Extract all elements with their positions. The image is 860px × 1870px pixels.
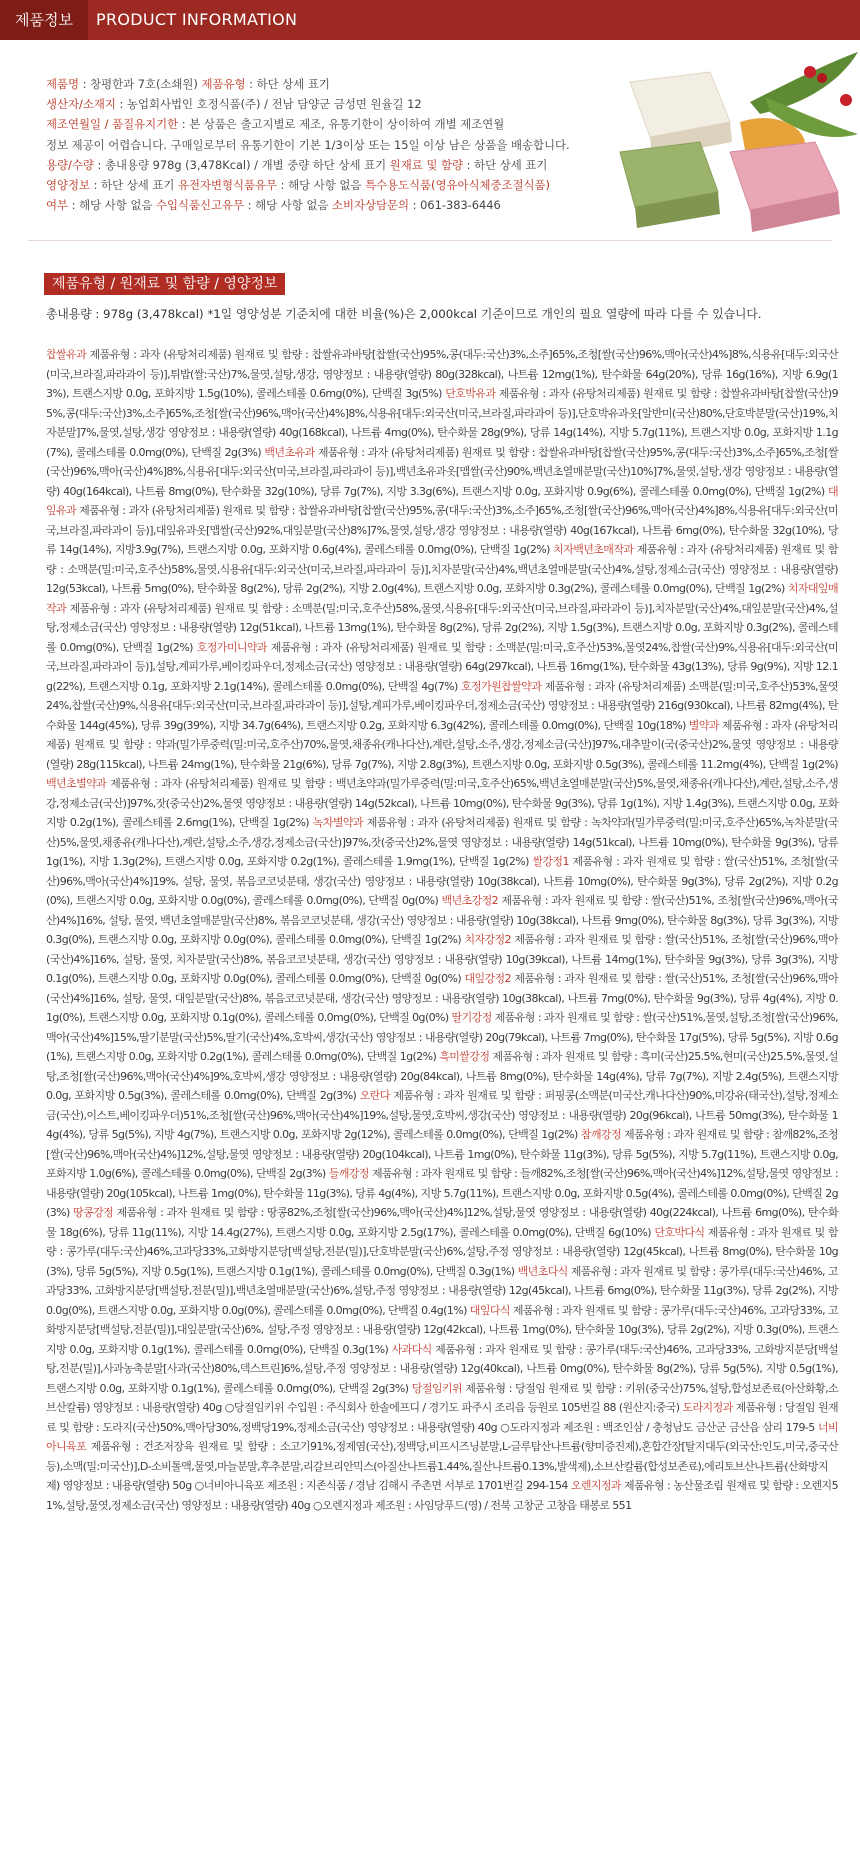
- product-name: 들깨강정: [328, 1167, 369, 1180]
- value-product-name: : 창평한과 7호(소쇄원): [79, 77, 202, 91]
- product-name: 녹차별약과: [312, 816, 363, 829]
- product-detail: 제품유형 : 과자 (유탕처리제품) 원재료 및 함량 : 백년초약과(밀가루중력(밀:미국,호주산)65%,백년초열매분말(국산)5%,물엿,채종유(캐나다산),계란,설탕,소주,생강,정제소금(국산)]97%,잣(중국산)2%,물엿 영양정보 : 내용량(열량) 14g(52kcal), 나트륨 10mg(0%), 탄수화물 9g(3%), 당류 1g(1%), 지방 1.4g(3%), 트랜스지방 0.0g, 포화지방 0.2g(1%), 콜레스테롤 2.6mg(1%), 단백질 1g(2%): [46, 777, 838, 829]
- product-name: 치자백년초매작과: [553, 543, 634, 556]
- product-name: 땅콩강정: [73, 1206, 114, 1219]
- label-manufacture-date: 제조연월일 / 품질유지기한: [46, 117, 179, 132]
- product-info-tab-label: 제품정보: [0, 0, 88, 40]
- product-name: 백년초다식: [517, 1264, 568, 1278]
- section-title: 제품유형 / 원재료 및 함량 / 영양정보: [44, 273, 285, 295]
- product-name: 너비아니육포: [46, 1420, 838, 1453]
- product-detail: 제품유형 : 과자 (유탕처리제품) 원재료 및 함량 : 찹쌀유과바탕[찹쌀(국산)95%,콩(대두:국산)3%,소주]65%,조청[쌀(국산)96%,맥아(국산)4%]8%,식용유[대두:외국산(미국,브라질,파라과이 등)],대잎유과옷[맵쌀(국산)92%,대잎분말(국산)8%]7%,물엿,설탕,생강 영양정보 : 내용량(열량) 40g(167kcal), 나트륨 6mg(0%), 탄수화물 32g(10%), 당류 14g(14%), 지방3.9g(7%), 트랜스지방 0.0g, 포화지방 0.6g(4%), 콜레스테롤 0.0mg(0%), 단백질 1g(2%): [46, 504, 838, 556]
- product-detail: 제품유형 : 과자 (유탕처리제품) 원재료 및 함량 : 소맥분(밀:미국,호주산)53%,물엿24%,찹쌀(국산)9%,식용유[대두:외국산(미국,브라질,파라과이 등)],설탕,계피가루,베이킹파우더,정제소금(국산) 영양정보 : 내용량(열량) 64g(297kcal), 나트륨 16mg(1%), 탄수화물 43g(13%), 당류 9g(9%), 지방 12.1g(22%), 트랜스지방 0.1g, 포화지방 2.1g(14%), 콜레스테롤 0.0mg(0%), 단백질 4g(7%): [46, 640, 838, 693]
- product-info-block: [46, 74, 606, 215]
- product-detail: 제품유형 : 건조저장육 원재료 및 함량 : 소고기91%,정제염(국산),정백당,비프시즈닝분말,L-글루탐산나트륨(향미증진제),혼합간장[탈지대두(외국산:인도,미국,중국산 등),소맥(밀:미국산)],D-소비톨액,물엿,마늘분말,후추분말,리갈브리안믹스(아질산나트륨1.44%,질산나트륨0.13%,발색제),소브산칼륨(합성보존료),에리토브산나트륨(산화방지제) 영양정보 : 내용량(열량) 50g ○너비아니육포 제조원 : 지존식품 / 경남 김해시 주촌면 서부로 1701번길 294-154: [46, 1440, 838, 1492]
- product-name: 찹쌀유과: [46, 348, 87, 361]
- product-detail: 제품유형 : 과자 (유탕처리제품) 원재료 및 함량 : 약과(밀가루중력(밀:미국,호주산)70%,물엿,채종유(캐나다산),계란,설탕,소주,생강,정제소금(국산)]97%,대추말이(국(중국산)2%,물엿 영양정보 : 내용량(열량) 28g(115kcal), 나트륨 24mg(1%), 탄수화물 21g(6%), 당류 7g(7%), 지방 2.8g(3%), 트랜스지방 0.0g, 포화지방 0.5g(3%), 콜레스테롤 11.2mg(4%), 단백질 1g(2%): [46, 718, 838, 771]
- product-name: 백년초강정2: [441, 894, 499, 907]
- product-name: 딸기강정: [451, 1011, 492, 1024]
- value-consumer-contact: : 061-383-6446: [409, 198, 501, 213]
- value-capacity: : 총내용량 978g (3,478Kcal) / 개별 중량 하단 상세 표기: [93, 157, 390, 172]
- product-detail: 제품유형 : 과자 (유탕처리제품) 원재료 및 함량 : 녹차약과(밀가루중력(밀:미국,호주산)65%,녹차분말(국산)5%,물엿,채종유(캐나다산),계란,설탕,소주,생강,정제소금(국산)]97%,잣(중국산)2%,물엿 영양정보 : 내용량(열량) 14g(51kcal), 나트륨 10mg(0%), 탄수화물 9g(3%), 당류 1g(1%), 지방 1.3g(2%), 트랜스지방 0.0g, 포화지방 0.2g(1%), 콜레스테롤 1.9mg(1%), 단백질 1g(2%): [46, 816, 839, 868]
- product-name: 대잎강정2: [464, 972, 511, 985]
- product-name: 치자대잎매작과: [46, 582, 838, 615]
- value-gmo: : 해당 사항 없음: [277, 178, 365, 193]
- product-detail: 제품유형 : 과자 원재료 및 함량 : 퍼핑콩(소맥분(미국산,캐나다산)90%,미강유(태국산),설탕,정제소금(국산),이스트,베이킹파우더)51%,조청[쌀(국산)96%,맥아(국산)4%]19%,설탕,물엿,호박씨,생강(국산) 영양정보 : 내용량(열량) 20g(96kcal), 나트륨 50mg(3%), 탄수화물 14g(4%), 당류 5g(5%), 지방 4g(7%), 트랜스지방 0.0g, 포화지방 2g(12%), 콜레스테롤 0.0mg(0%), 단백질 1g(2%): [46, 1089, 838, 1141]
- info-row-manufacture-date-cont: [46, 135, 606, 155]
- product-name: 사과다식: [391, 1342, 432, 1356]
- product-detail: 제품유형 : 농산물조림 원재료 및 함량 : 오렌지51%,설탕,물엿,정제소금(국산) 영양정보 : 내용량(열량) 40g ○오렌지정과 제조원 : 사임당푸드(영) / 전북 고창군 고창읍 태봉로 551: [46, 1479, 838, 1512]
- product-detail: 제품유형 : 당절임 원재료 및 함량 : 도라지(국산)50%,맥아당30%,정백당19%,정제소금(국산) 영양정보 : 내용량(열량) 40g ○도라지정과 제조원 : 백조인삼 / 충청남도 금산군 금산읍 삼리 179-5: [46, 1401, 838, 1434]
- header-title: PRODUCT INFORMATION: [96, 10, 298, 29]
- berry-shape: [817, 73, 827, 83]
- total-capacity-note: 총내용량 : 978g (3,478kcal) *1일 영양성분 기준치에 대한 비율(%)은 2,000kcal 기준이므로 개인의 필요 열량에 따라 다를 수 있습니다.: [46, 307, 762, 321]
- hangwa-photo: [600, 42, 860, 242]
- product-name: 대잎다식: [469, 1303, 510, 1317]
- product-detail: 제품유형 : 과자 (유탕처리제품) 원재료 및 함량 : 찹쌀유과바탕[찹쌀(국산)95%,콩(대두:국산)3%,소주]65%,조청[쌀(국산)96%,맥아(국산)4%]8%,식용유[대두:외국산(미국,브라질,파라과이 등)],백년초유과옷[맵쌀(국산)90%,백년초열매분말(국산)10%]7%,물엿,설탕,생강 영양정보 : 내용량(열량) 40g(164kcal), 나트륨 8mg(0%), 탄수화물 32g(10%), 당류 7g(7%), 지방 3.3g(6%), 트랜스지방 0.0g, 포화지방 0.9g(6%), 콜레스테롤 0.0mg(0%), 단백질 1g(2%): [46, 445, 839, 498]
- product-detail: 제품유형 : 과자 (유탕처리제품) 원재료 및 함량 : 소맥분(밀:미국,호주산)58%,물엿,식용유[대두:외국산(미국,브라질,파라과이 등)],치자분말(국산)4%,대잎분말(국산)4%,설탕,정제소금(국산) 영양정보 : 내용량(열량) 12g(51kcal), 나트륨 13mg(1%), 탄수화물 8g(2%), 당류 2g(2%), 지방 1.5g(3%), 트랜스지방 0.0g, 포화지방 0.3g(2%), 콜레스테롤 0.0mg(0%), 단백질 1g(2%): [46, 601, 838, 654]
- product-detail: 제품유형 : 과자 원재료 및 함량 : 쌀(국산)51%,물엿,설탕,조청[쌀(국산)96%,맥아(국산)4%]15%,딸기분말(국산)5%,딸기(국산)4%,호박씨,생강(국산) 영양정보 : 내용량(열량) 20g(79kcal), 나트륨 7mg(0%), 탄수화물 17g(5%), 당류 5g(5%), 지방 0.6g(1%), 트랜스지방 0.0g, 포화지방 0.2g(1%), 콜레스테롤 0.0mg(0%), 단백질 1g(2%): [46, 1011, 838, 1063]
- product-detail: 제품유형 : 과자 (유탕처리제품) 원재료 및 함량 : 찹쌀유과바탕[찹쌀(국산)95%,콩(대두:국산)3%,소주]65%,조청[쌀(국산)96%,맥아(국산)4%]8%,식용유[대두:외국산(미국,브라질,파라과이 등)],튀밥(쌀:국산)7%,물엿,설탕,생강, 영양정보 : 내용량(열량) 80g(328kcal), 나트륨 12mg(1%), 탄수화물 64g(20%), 당류 16g(16%), 지방 6.9g(13%), 트랜스지방 0.0g, 포화지방 1.5g(10%), 콜레스테롤 0.6mg(0%), 단백질 3g(5%): [46, 348, 838, 400]
- value-import: : 해당 사항 없음: [244, 198, 332, 213]
- label-producer: 생산자/소재지: [46, 97, 116, 112]
- product-name: 단호박유과: [445, 387, 496, 400]
- value-producer: : 농업회사법인 호정식품(주) / 전남 담양군 금성면 원율길 12: [115, 97, 422, 112]
- info-row-nutrition: [46, 175, 606, 195]
- product-name: 도라지정과: [682, 1401, 733, 1414]
- header-bar: [0, 0, 860, 40]
- product-name: 당절임키위: [411, 1381, 462, 1395]
- label-capacity: 용량/수량: [46, 157, 94, 172]
- product-detail: 제품유형 : 과자 원재료 및 함량 : 콩가루(대두:국산)46%, 고과당33%, 고화방지분당[백설탕,전분(밀)],백년초열매분말(국산)6%,설탕,주정 영양정보 : 내용량(열량) 12g(45kcal), 나트륨 6mg(0%), 탄수화물 11g(3%), 당류 2g(2%), 지방 0.0g(0%), 트랜스지방 0.0g, 포화지방 0.0g(0%), 콜레스테롤 0.0mg(0%), 단백질 0.4g(1%): [46, 1264, 838, 1317]
- product-detail: 제품유형 : 과자 원재료 및 함량 : 쌀(국산)51%, 조청[쌀(국산)96%,맥아(국산)4%]16%, 설탕, 물엿, 백년초열매분말(국산)8%, 볶음코코넛분태, 생강(국산) 영양정보 : 내용량(열량) 10g(38kcal), 나트륨 9mg(0%), 탄수화물 8g(3%), 당류 3g(3%), 지방 0.3g(0%), 트랜스지방 0.0g, 포화지방 0.0g(0%), 콜레스테롤 0.0mg(0%), 단백질 1g(2%): [46, 894, 838, 946]
- product-detail: 제품유형 : 과자 원재료 및 함량 : 들깨82%,조청[쌀(국산)96%,맥아(국산)4%]12%,설탕,물엿 영양정보 : 내용량(열량) 20g(105kcal), 나트륨 1mg(0%), 탄수화물 11g(3%), 당류 4g(4%), 지방 5.7g(11%), 트랜스지방 0.0g, 포화지방 0.5g(4%), 콜레스테롤 0.0mg(0%), 단백질 2g(3%): [46, 1167, 838, 1219]
- product-detail: 제품유형 : 과자 원재료 및 함량 : 콩가루(대두:국산)46%,고과당33%,고화방지분당[백설탕,전분(밀)],단호박분말(국산)6%,설탕,주정 영양정보 : 내용량(열량) 12g(45kcal), 나트륨 8mg(0%), 탄수화물 10g(3%), 당류 5g(5%), 지방 0.5g(1%), 트랜스지방 0.1g(1%), 콜레스테롤 0.0mg(0%), 단백질 0.3g(1%): [46, 1225, 838, 1278]
- value-product-type: : 하단 상세 표기: [245, 77, 330, 91]
- label-nutrition: 영양정보: [46, 178, 91, 193]
- product-detail-list: [46, 345, 838, 1515]
- info-row-special-food-cont: [46, 195, 606, 215]
- product-name: 단호박다식: [654, 1225, 705, 1239]
- product-name: 쌀강정1: [532, 855, 569, 868]
- info-row-product-name: [46, 74, 606, 94]
- product-name: 백년초별약과: [46, 777, 107, 790]
- product-detail: 제품유형 : 과자 (유탕처리제품) 원재료 및 함량 : 찹쌀유과바탕[찹쌀(국산)95%,콩(대두:국산)3%,소주]65%,조청[쌀(국산)96%,맥아(국산)4%]8%,식용유[대두:외국산(미국,브라질,파라과이 등)],단호박유과옷[알반미(국산)80%,단호박분말(국산)19%,치자분말]7%,물엿,설탕,생강 영양정보 : 내용량(열량) 40g(168kcal), 나트륨 4mg(0%), 탄수화물 28g(9%), 당류 14g(14%), 지방 5.7g(11%), 트랜스지방 0.0g, 포화지방 1.1g(7%), 콜레스테롤 0.0mg(0%), 단백질 2g(3%): [46, 387, 838, 459]
- product-detail: 제품유형 : 과자 원재료 및 함량 : 땅콩82%,조청[쌀(국산)96%,맥아(국산)4%]12%,설탕,물엿 영양정보 : 내용량(열량) 40g(224kcal), 나트륨 6mg(0%), 탄수화물 18g(6%), 당류 11g(11%), 지방 14.4g(27%), 트랜스지방 0.0g, 포화지방 2.5g(17%), 콜레스테롤 0.0mg(0%), 단백질 6g(10%): [46, 1206, 839, 1239]
- product-name: 호정가원찹쌀약과: [461, 679, 542, 693]
- label-product-name: 제품명: [46, 77, 80, 91]
- product-detail: 제품유형 : 과자 원재료 및 함량 : 쌀(국산)51%, 조청[쌀(국산)96%,맥아(국산)4%]16%, 설탕, 물엿, 대잎분말(국산)8%, 볶음코코넛분태, 생강(국산) 영양정보 : 내용량(열량) 10g(38kcal), 나트륨 7mg(0%), 탄수화물 9g(3%), 당류 4g(4%), 지방 0.1g(0%), 트랜스지방 0.0g, 포화지방 0.1g(0%), 콜레스테롤 0.0mg(0%), 단백질 0g(0%): [46, 972, 838, 1024]
- info-row-capacity: [46, 155, 606, 175]
- section-divider: [28, 240, 832, 241]
- product-name: 대잎유과: [46, 484, 838, 517]
- product-name: 치자강정2: [464, 933, 511, 946]
- label-special-food: 특수용도식품(영유아식체중조절식품): [364, 178, 550, 193]
- product-name: 오렌지정과: [570, 1479, 621, 1492]
- product-name: 참깨강정: [580, 1128, 621, 1141]
- label-ingredients: 원재료 및 함량: [389, 157, 464, 172]
- value-ingredients: : 하단 상세 표기: [463, 157, 548, 172]
- product-name: 백년초유과: [264, 445, 315, 459]
- berry-shape: [804, 66, 816, 78]
- value-nutrition: : 하단 상세 표기: [90, 178, 178, 193]
- value-manufacture-date-cont: 정보 제공이 어렵습니다. 구매일로부터 유통기한이 기본 1/3이상 또는 15일 이상 남은 상품을 배송합니다.: [46, 137, 570, 152]
- product-detail: 제품유형 : 과자 원재료 및 함량 : 쌀(국산)51%, 조청[쌀(국산)96%,맥아(국산)4%]19%, 설탕, 물엿, 볶음코코넛분태, 생강(국산) 영양정보 : 내용량(열량) 10g(38kcal), 나트륨 10mg(0%), 탄수화물 9g(3%), 당류 2g(2%), 지방 0.2g(0%), 트랜스지방 0.0g, 포화지방 0.0g(0%), 콜레스테롤 0.0mg(0%), 단백질 0g(0%): [46, 855, 838, 907]
- berry-shape: [840, 94, 852, 106]
- product-detail: 제품유형 : 당절임 원재료 및 함량 : 키위(중국산)75%,설탕,합성보존료(아산화황,소브산칼륨) 영양정보 : 내용량(열량) 40g ○당절임키위 수입원 : 주식회사 한솔에프디 / 경기도 파주시 조리읍 등원로 105번길 88 (원산지:중국): [46, 1381, 838, 1414]
- value-special-food: : 해당 사항 없음: [68, 198, 156, 213]
- product-name: 호정가미니약과: [196, 640, 267, 654]
- label-gmo: 유전자변형식품유무: [177, 178, 278, 193]
- label-product-type: 제품유형: [201, 77, 246, 91]
- info-row-producer: [46, 94, 606, 114]
- value-manufacture-date: : 본 상품은 출고지별로 제조, 유통기한이 상이하여 개별 제조연월: [178, 117, 505, 132]
- product-detail: 제품유형 : 과자 원재료 및 함량 : 콩가루(대두:국산)46%, 고과당33%, 고화방지분당[백설탕,전분(밀)],사과농축분말[사과(국산)80%,덱스트린]6%,설탕,주정 영양정보 : 내용량(열량) 12g(40kcal), 나트륨 0mg(0%), 탄수화물 8g(2%), 당류 5g(5%), 지방 0.5g(1%), 트랜스지방 0.0g, 포화지방 0.1g(1%), 콜레스테롤 0.0mg(0%), 단백질 2g(3%): [46, 1342, 839, 1395]
- leaf-shape: [750, 52, 858, 114]
- product-detail: 제품유형 : 과자 (유탕처리제품) 원재료 및 함량 : 소맥분(밀:미국,호주산)58%,물엿,식용유[대두:외국산(미국,브라질,파라과이 등)],치자분말(국산)4%,백년초열매분말(국산)4%,설탕,정제소금(국산) 영양정보 : 내용량(열량) 12g(53kcal), 나트륨 5mg(0%), 탄수화물 8g(2%), 당류 2g(2%), 지방 2.0g(4%), 트랜스지방 0.0g, 포화지방 0.3g(2%), 콜레스테롤 0.0mg(0%), 단백질 1g(2%): [46, 543, 838, 595]
- product-detail: 제품유형 : 과자 원재료 및 함량 : 참깨82%,조청[쌀(국산)96%,맥아(국산)4%]12%,설탕,물엿 영양정보 : 내용량(열량) 20g(104kcal), 나트륨 1mg(0%), 탄수화물 11g(3%), 당류 5g(5%), 지방 5.7g(11%), 트랜스지방 0.0g, 포화지방 1.0g(6%), 콜레스테롤 0.0mg(0%), 단백질 2g(3%): [46, 1128, 838, 1180]
- product-detail: 제품유형 : 과자 원재료 및 함량 : 흑미(국산)25.5%,현미(국산)25.5%,물엿,설탕,조청[쌀(국산)96%,맥아(국산)4%]9%,호박씨,생강 영양정보 : 내용량(열량) 20g(84kcal), 나트륨 8mg(0%), 탄수화물 14g(4%), 당류 7g(7%), 지방 2.4g(5%), 트랜스지방 0.0g, 포화지방 0.5g(3%), 콜레스테롤 0.0mg(0%), 단백질 2g(3%): [46, 1050, 839, 1102]
- product-detail: 제품유형 : 과자 원재료 및 함량 : 쌀(국산)51%, 조청[쌀(국산)96%,맥아(국산)4%]16%, 설탕, 물엿, 치자분말(국산)8%, 볶음코코넛분태, 생강(국산) 영양정보 : 내용량(열량) 10g(39kcal), 나트륨 14mg(1%), 탄수화물 9g(3%), 당류 3g(3%), 지방 0.1g(0%), 트랜스지방 0.0g, 포화지방 0.0g(0%), 콜레스테롤 0.0mg(0%), 단백질 0g(0%): [46, 933, 838, 985]
- label-import: 수입식품신고유무: [155, 198, 245, 213]
- product-name: 별약과: [688, 718, 719, 732]
- info-row-manufacture-date: [46, 114, 606, 134]
- product-name: 흑미쌀강정: [439, 1050, 490, 1063]
- product-detail: 제품유형 : 과자 (유탕처리제품) 소맥분(밀:미국,호주산)53%,물엿24%,찹쌀(국산)9%,식용유[대두:외국산(미국,브라질,파라과이 등)],설탕,계피가루,베이킹파우더,정제소금(국산) 영양정보 : 내용량(열량) 216g(930kcal), 나트륨 82mg(4%), 탄수화물 144g(45%), 당류 39g(39%), 지방 34.7g(64%), 트랜스지방 0.2g, 포화지방 6.3g(42%), 콜레스테롤 0.0mg(0%), 단백질 10g(18%): [46, 679, 838, 732]
- product-name: 오란다: [359, 1089, 390, 1102]
- product-detail: 제품유형 : 과자 원재료 및 함량 : 콩가루(대두:국산)46%, 고과당33%, 고화방지분당[백설탕,전분(밀)],대잎분말(국산)6%, 설탕,주정 영양정보 : 내용량(열량) 12g(42kcal), 나트륨 1mg(0%), 탄수화물 10g(3%), 당류 2g(2%), 지방 0.3g(0%), 트랜스지방 0.0g, 포화지방 0.1g(1%), 콜레스테롤 0.0mg(0%), 단백질 0.3g(1%): [46, 1303, 838, 1356]
- label-special-food-cont: 여부: [46, 198, 69, 213]
- label-consumer-contact: 소비자상담문의: [331, 198, 410, 213]
